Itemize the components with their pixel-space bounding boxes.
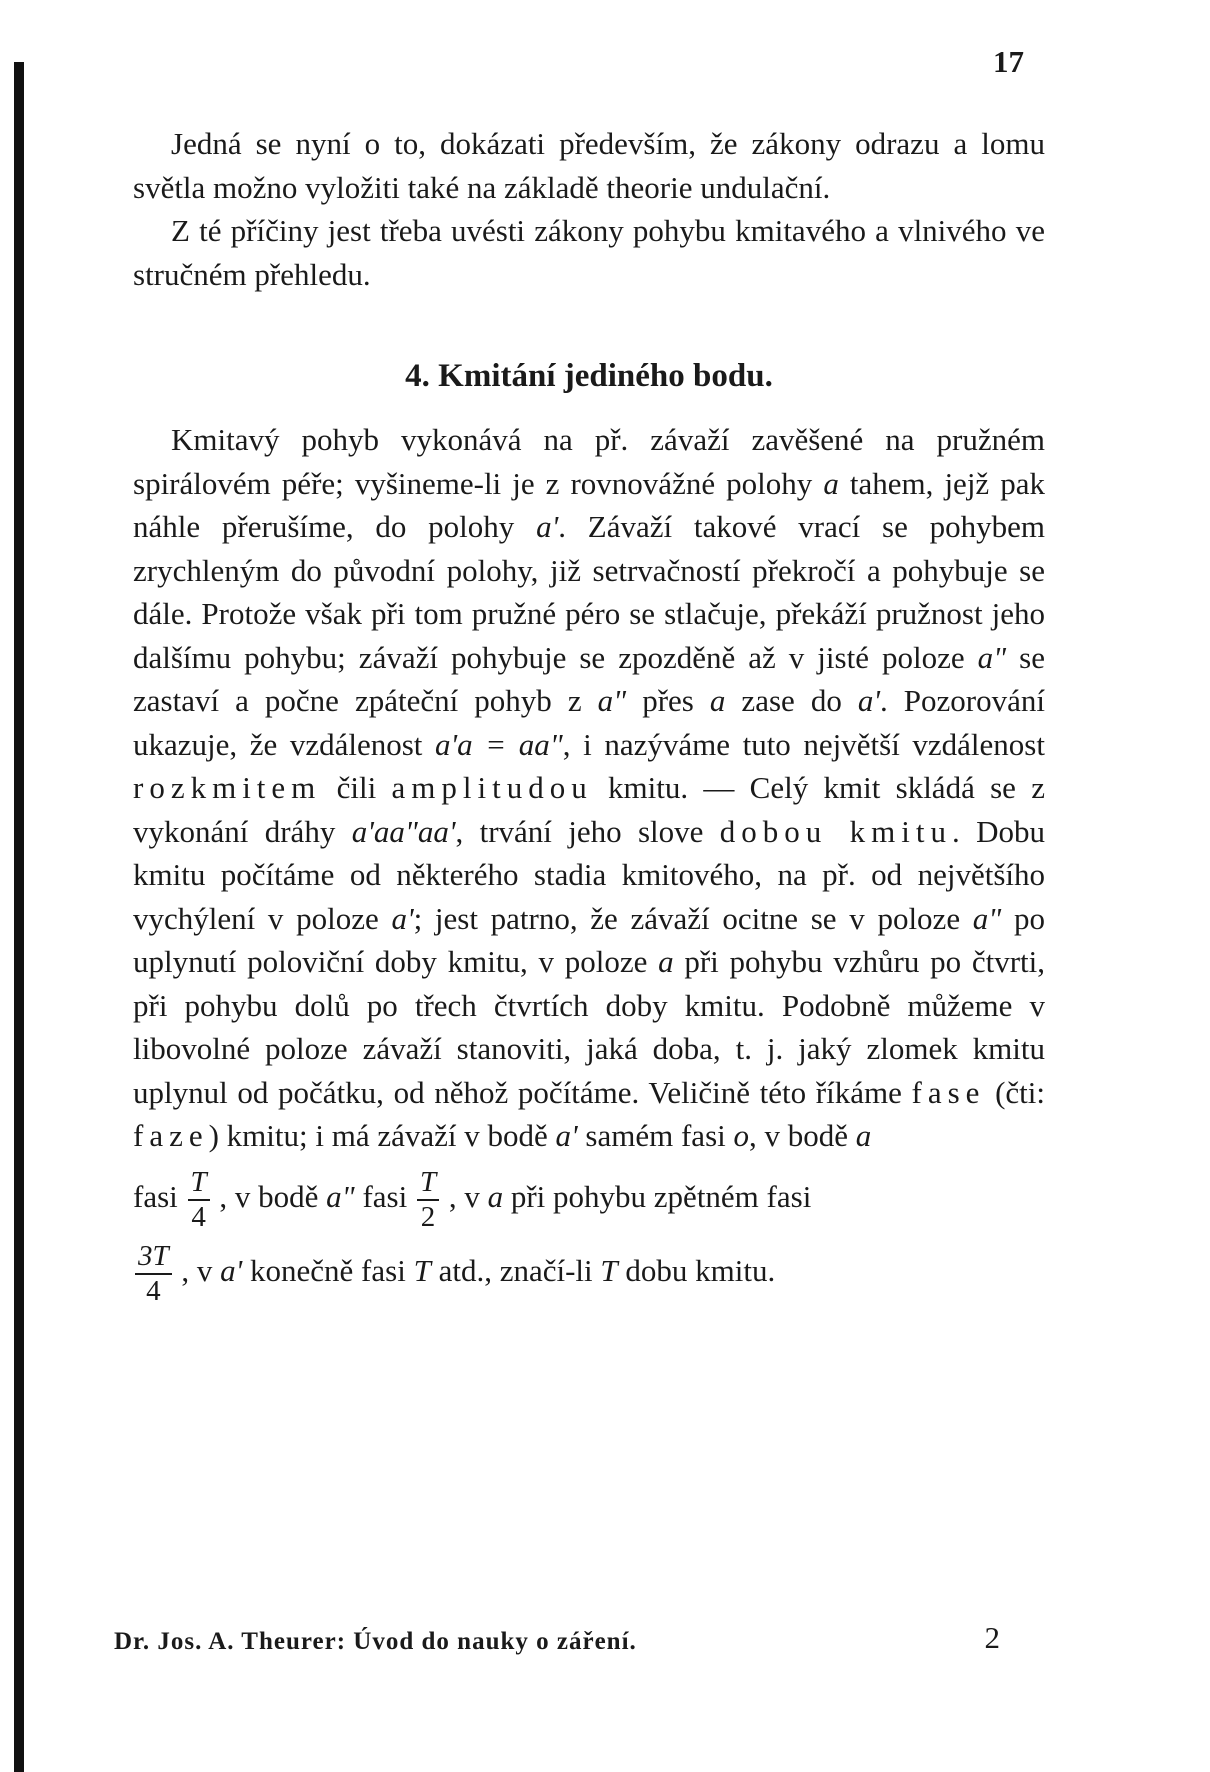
final-line: $\frac{3T}{4}$ , v a' konečně fasi T atd., značí-li T dobu kmitu.	[133, 1242, 1045, 1306]
footer-citation: Dr. Jos. A. Theurer: Úvod do nauky o záření.	[114, 1628, 637, 1655]
fraction-half: $\frac{T}{2}$	[417, 1168, 439, 1232]
paragraph-oscillation: Kmitavý pohyb vykonává na př. závaží zavěšené na pružném spirálovém péře; vyšineme-li je z rovnovážné polohy a tahem, jejž pak náhle přerušíme, do polohy a'. Závaží takové vrací se pohybem zrychleným do původní polohy, již setrvačností překročí a pohybuje se dále. Protože však při tom pružné péro se stlačuje, překáží pružnost jeho dalšímu pohybu; závaží pohybuje se zpozděně až v jisté poloze a" se zastaví a počne zpáteční pohyb z a" přes a zase do a'. Pozorování ukazuje, že vzdálenost a'a = aa", i nazýváme tuto největší vzdálenost rozkmitem čili amplitudou kmitu. — Celý kmit skládá se z vykonání dráhy a'aa"aa', trvání jeho slove dobou kmitu. Dobu kmitu počítáme od některého stadia kmitového, na př. od největšího vychýlení v poloze a'; jest patrno, že závaží ocitne se v poloze a" po uplynutí poloviční doby kmitu, v poloze a při pohybu vzhůru po čtvrti, při pohybu dolů po třech čtvrtích doby kmitu. Podobně můžeme v libovolné poloze závaží stanoviti, jaká doba, t. j. jaký zlomek kmitu uplynul od počátku, od něhož počítáme. Veličině této říkáme fase (čti: faze) kmitu; i má závaží v bodě a' samém fasi o, v bodě a	[133, 422, 1046, 1153]
paragraph-reason: Z té příčiny jest třeba uvésti zákony pohybu kmitavého a vlnivého ve stručném přehledu.	[133, 213, 1045, 292]
paragraph-intro: Jedná se nyní o to, dokázati především, že zákony odrazu a lomu světla možno vyložiti také na základě theorie undulační.	[133, 126, 1045, 205]
page-number: 17	[993, 44, 1024, 79]
signature-mark: 2	[984, 1620, 1000, 1655]
fraction-line: fasi $\frac{T}{4}$ , v bodě a" fasi $\frac{T}{2}$ , v a při pohybu zpětném fasi	[133, 1165, 812, 1233]
page-body	[133, 122, 1045, 1306]
scan-left-border	[14, 62, 24, 1772]
fraction-quarter: $\frac{T}{4}$	[188, 1168, 210, 1232]
section-heading: 4. Kmitání jediného bodu.	[405, 358, 773, 394]
fraction-three-quarters: $\frac{3T}{4}$	[135, 1242, 172, 1306]
